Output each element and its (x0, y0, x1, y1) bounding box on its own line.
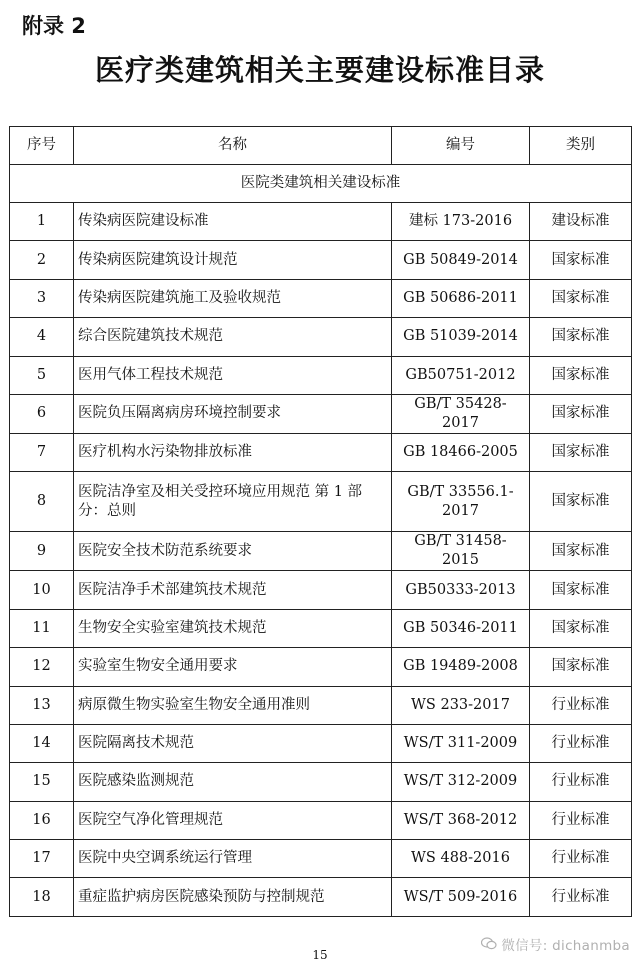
row-name: 医院中央空调系统运行管理 (74, 840, 392, 878)
row-category: 行业标准 (530, 724, 632, 762)
wechat-icon (481, 937, 497, 954)
row-code: WS 488-2016 (392, 840, 530, 878)
table-row (10, 472, 632, 532)
row-code: WS 233-2017 (392, 686, 530, 724)
row-name: 传染病医院建筑施工及验收规范 (74, 279, 392, 317)
table-row (10, 609, 632, 647)
row-number: 6 (10, 394, 74, 433)
row-name: 医院感染监测规范 (74, 763, 392, 801)
row-code: WS/T 509-2016 (392, 878, 530, 916)
row-name: 综合医院建筑技术规范 (74, 318, 392, 356)
row-name: 医院洁净手术部建筑技术规范 (74, 571, 392, 609)
table-row (10, 394, 632, 433)
row-code: GB/T 35428-2017 (392, 394, 530, 433)
row-category: 行业标准 (530, 878, 632, 916)
row-number: 17 (10, 840, 74, 878)
header-code: 编号 (392, 127, 530, 165)
row-name: 传染病医院建筑设计规范 (74, 241, 392, 279)
page-title: 医疗类建筑相关主要建设标准目录 (94, 53, 545, 87)
row-code: GB 51039-2014 (392, 318, 530, 356)
row-code: WS/T 368-2012 (392, 801, 530, 839)
section-title: 医院类建筑相关建设标准 (10, 165, 632, 203)
table-row (10, 433, 632, 471)
row-category: 国家标准 (530, 279, 632, 317)
row-category: 行业标准 (530, 763, 632, 801)
row-number: 2 (10, 241, 74, 279)
row-category: 国家标准 (530, 394, 632, 433)
row-number: 14 (10, 724, 74, 762)
row-number: 9 (10, 532, 74, 571)
row-category: 国家标准 (530, 356, 632, 394)
row-name: 医院负压隔离病房环境控制要求 (74, 394, 392, 433)
row-category: 国家标准 (530, 571, 632, 609)
row-number: 12 (10, 648, 74, 686)
row-number: 8 (10, 472, 74, 532)
section-row (10, 165, 632, 203)
table-row (10, 763, 632, 801)
row-number: 3 (10, 279, 74, 317)
row-category: 国家标准 (530, 241, 632, 279)
row-number: 11 (10, 609, 74, 647)
header-name: 名称 (74, 127, 392, 165)
table-row (10, 878, 632, 916)
row-number: 5 (10, 356, 74, 394)
appendix-label: 附录 2 (22, 14, 86, 38)
row-name: 医院安全技术防范系统要求 (74, 532, 392, 571)
row-code: GB50333-2013 (392, 571, 530, 609)
table-row (10, 648, 632, 686)
row-code: GB50751-2012 (392, 356, 530, 394)
table-row (10, 318, 632, 356)
watermark (481, 934, 630, 954)
row-name: 医疗机构水污染物排放标准 (74, 433, 392, 471)
row-code: GB/T 31458-2015 (392, 532, 530, 571)
row-number: 13 (10, 686, 74, 724)
row-code: GB/T 33556.1-2017 (392, 472, 530, 532)
table-row (10, 241, 632, 279)
row-number: 10 (10, 571, 74, 609)
watermark-text: 微信号: dichanmba (501, 938, 630, 954)
header-no: 序号 (10, 127, 74, 165)
row-category: 国家标准 (530, 433, 632, 471)
row-name: 医用气体工程技术规范 (74, 356, 392, 394)
row-name: 实验室生物安全通用要求 (74, 648, 392, 686)
row-number: 18 (10, 878, 74, 916)
table-row (10, 840, 632, 878)
row-name: 重症监护病房医院感染预防与控制规范 (74, 878, 392, 916)
row-name: 生物安全实验室建筑技术规范 (74, 609, 392, 647)
table-row (10, 203, 632, 241)
row-name: 病原微生物实验室生物安全通用准则 (74, 686, 392, 724)
row-number: 4 (10, 318, 74, 356)
table-row (10, 532, 632, 571)
row-category: 国家标准 (530, 472, 632, 532)
row-category: 行业标准 (530, 840, 632, 878)
row-category: 行业标准 (530, 686, 632, 724)
table-row (10, 571, 632, 609)
table-row (10, 279, 632, 317)
table-header-row (10, 127, 632, 165)
page-number: 15 (312, 948, 328, 962)
row-number: 15 (10, 763, 74, 801)
header-category: 类别 (530, 127, 632, 165)
table-row (10, 724, 632, 762)
row-code: GB 50686-2011 (392, 279, 530, 317)
row-code: GB 18466-2005 (392, 433, 530, 471)
row-code: GB 50346-2011 (392, 609, 530, 647)
row-code: GB 19489-2008 (392, 648, 530, 686)
row-name: 医院空气净化管理规范 (74, 801, 392, 839)
row-number: 16 (10, 801, 74, 839)
row-category: 建设标准 (530, 203, 632, 241)
row-category: 国家标准 (530, 318, 632, 356)
row-category: 国家标准 (530, 532, 632, 571)
table-row (10, 356, 632, 394)
row-category: 国家标准 (530, 609, 632, 647)
row-category: 行业标准 (530, 801, 632, 839)
row-code: 建标 173-2016 (392, 203, 530, 241)
standards-table (9, 126, 632, 917)
table-row (10, 686, 632, 724)
row-name: 传染病医院建设标准 (74, 203, 392, 241)
row-category: 国家标准 (530, 648, 632, 686)
row-name: 医院隔离技术规范 (74, 724, 392, 762)
row-name: 医院洁净室及相关受控环境应用规范 第 1 部分：总则 (74, 472, 392, 532)
row-number: 1 (10, 203, 74, 241)
row-code: WS/T 312-2009 (392, 763, 530, 801)
row-number: 7 (10, 433, 74, 471)
table-row (10, 801, 632, 839)
row-code: WS/T 311-2009 (392, 724, 530, 762)
row-code: GB 50849-2014 (392, 241, 530, 279)
